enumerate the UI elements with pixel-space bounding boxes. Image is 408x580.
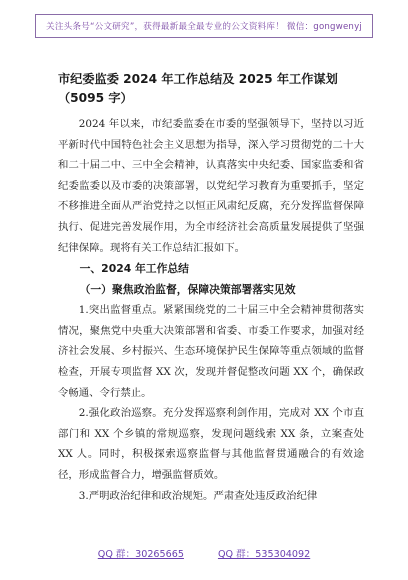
footer-contacts [0,546,408,568]
document-title: 市纪委监委 2024 年工作总结及 2025 年工作谋划（5095 字） [58,72,338,105]
qq-group-link-2[interactable]: QQ 群：535304092 [217,549,311,560]
section-heading: 一、2024 年工作总结 [79,262,189,276]
subsection-heading: （一）聚焦政治监督，保障决策部署落实见效 [79,283,296,297]
banner-notice: 关注头条号“公文研究”，获得最新最全最专业的公文资料库！ 微信：gongwenyj [35,14,373,38]
qq-group-link-1[interactable]: QQ 群：30265665 [97,549,184,560]
item-paragraph-1: 1.突出监督重点。紧紧围绕党的二十届三中全会精神贯彻落实情况，聚焦党中央重大决策部署和省委、市委工作要求，加强对经济社会发展、乡村振兴、生态环境保护民生保障等重点领域的监督检查，开展专项监督 XX 次，发现并督促整改问题 XX 个，确保政令畅通、令行禁止。 [58,304,364,399]
top-banner [0,0,408,52]
document-body [58,70,364,506]
item-paragraph-3: 3.严明政治纪律和政治规矩。严肃查处违反政治纪律 [78,489,318,502]
item-paragraph-2: 2.强化政治巡察。充分发挥巡察利剑作用，完成对 XX 个市直部门和 XX 个乡镇的常规巡察，发现问题线索 XX 条，立案查处 XX 人。同时，积极探索巡察监督与其他监督贯通融合的有效途径，形成监督合力，增强监督质效。 [58,407,364,481]
intro-paragraph: 2024 年以来，市纪委监委在市委的坚强领导下，坚持以习近平新时代中国特色社会主义思想为指导，深入学习贯彻党的二十大和二十届二中、三中全会精神，认真落实中央纪委、国家监委和省纪委监委以及市委的决策部署，以党纪学习教育为重要抓手，坚定不移推进全面从严治党持之以恒正风肃纪反腐，充分发挥监督保障执行、促进完善发展作用，为全市经济社会高质量发展提供了坚强纪律保障。现将有关工作总结汇报如下。 [58,118,364,254]
